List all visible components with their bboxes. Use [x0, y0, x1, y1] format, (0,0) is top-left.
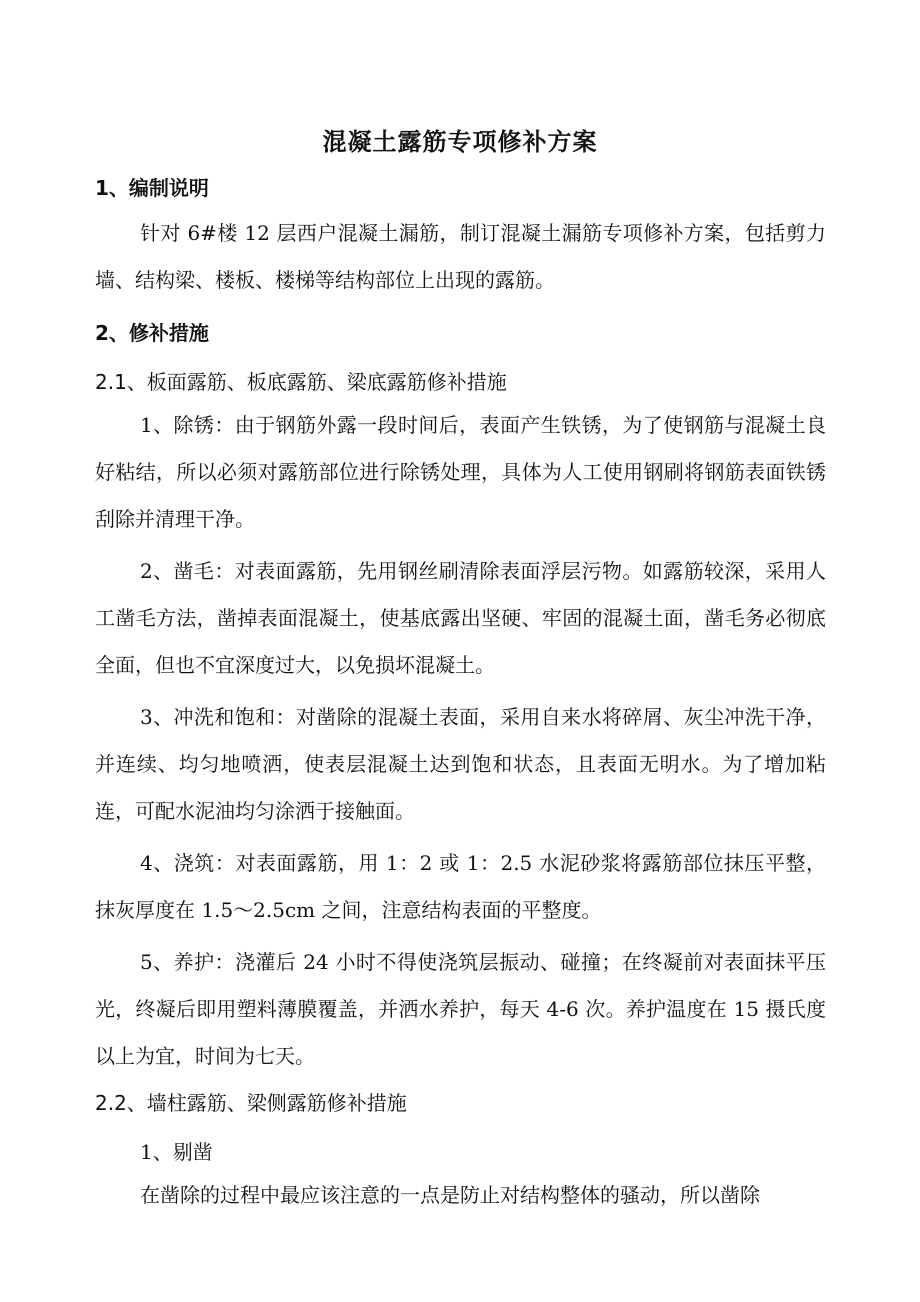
measure-flushing-saturation: 3、冲洗和饱和：对凿除的混凝土表面，采用自来水将碎屑、灰尘冲洗干净，并连续、均匀地喷洒，使表层混凝土达到饱和状态，且表面无明水。为了增加粘连，可配水泥油均匀涂洒于接触面。	[95, 705, 826, 823]
section-heading-compilation: 1、编制说明	[95, 176, 209, 200]
section-heading-repair-measures: 2、修补措施	[95, 321, 209, 345]
measure-derusting: 1、除锈：由于钢筋外露一段时间后，表面产生铁锈，为了使钢筋与混凝土良好粘结，所以必须对露筋部位进行除锈处理，具体为人工使用钢刷将钢筋表面铁锈刮除并清理干净。	[95, 413, 826, 531]
measure-curing: 5、养护：浇灌后 24 小时不得使浇筑层振动、碰撞；在终凝前对表面抹平压光，终凝后即用塑料薄膜覆盖，并洒水养护，每天 4-6 次。养护温度在 15 摄氏度以上为宜，时间为七天。	[95, 950, 826, 1068]
document-title: 混凝土露筋专项修补方案	[322, 128, 598, 156]
measure-roughening: 2、凿毛：对表面露筋，先用钢丝刷清除表面浮层污物。如露筋较深，采用人工凿毛方法，凿掉表面混凝土，使基底露出坚硬、牢固的混凝土面，凿毛务必彻底全面，但也不宜深度过大，以免损坏混凝土。	[95, 559, 826, 677]
measure-pouring: 4、浇筑：对表面露筋，用 1：2 或 1：2.5 水泥砂浆将露筋部位抹压平整，抹灰厚度在 1.5～2.5cm 之间，注意结构表面的平整度。	[95, 851, 826, 922]
step-chiseling-title: 1、剔凿	[140, 1140, 213, 1164]
subsection-heading-wall-column: 2.2、墙柱露筋、梁侧露筋修补措施	[95, 1091, 407, 1115]
step-chiseling-body: 在凿除的过程中最应该注意的一点是防止对结构整体的骚动，所以凿除	[140, 1183, 760, 1207]
subsection-heading-slab-beam: 2.1、板面露筋、板底露筋、梁底露筋修补措施	[95, 370, 507, 394]
compilation-description: 针对 6#楼 12 层西户混凝土漏筋，制订混凝土漏筋专项修补方案，包括剪力墙、结构梁、楼板、楼梯等结构部位上出现的露筋。	[95, 221, 826, 292]
